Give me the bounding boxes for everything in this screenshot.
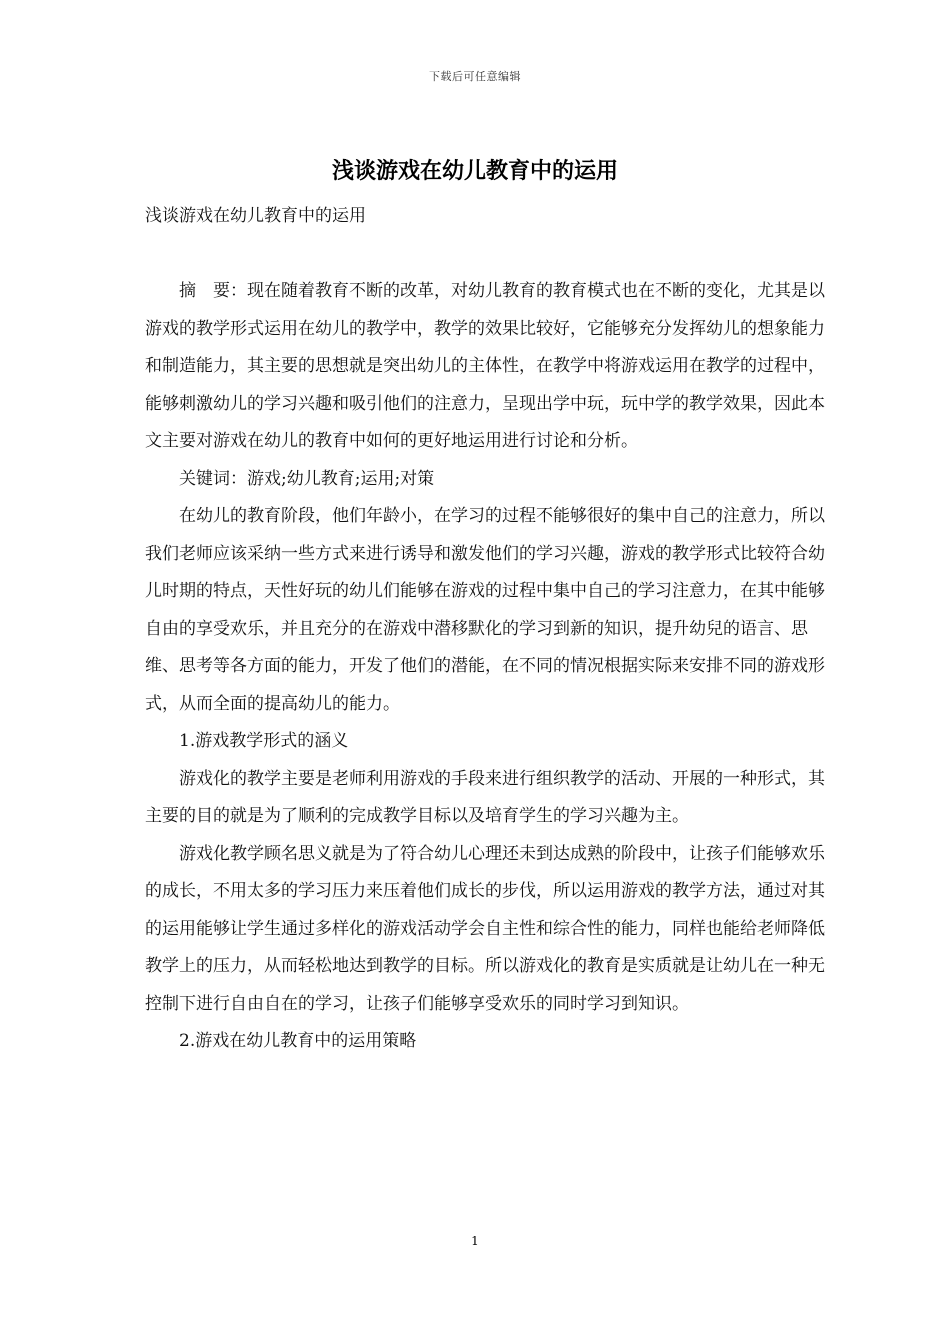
section-1-heading: 1.游戏教学形式的涵义 <box>179 731 349 751</box>
header-note: 下载后可任意编辑 <box>429 70 521 83</box>
document-body <box>145 198 825 1061</box>
keywords-line: 关键词：游戏;幼儿教育;运用;对策 <box>179 468 435 489</box>
abstract-paragraph: 摘 要：现在随着教育不断的改革，对幼儿教育的教育模式也在不断的变化，尤其是以游戏的教学形式运用在幼儿的教学中，教学的效果比较好，它能够充分发挥幼儿的想象能力和制造能力，其主要的思想就是突出幼儿的主体性，在教学中将游戏运用在教学的过程中，能够刺激幼儿的学习兴趣和吸引他们的注意力，呈现出学中玩，玩中学的教学效果，因此本文主要对游戏在幼儿的教育中如何的更好地运用进行讨论和分析。 <box>145 281 825 451</box>
intro-paragraph: 在幼儿的教育阶段，他们年龄小，在学习的过程不能够很好的集中自己的注意力，所以我们老师应该采纳一些方式来进行诱导和激发他们的学习兴趣，游戏的教学形式比较符合幼儿时期的特点，天性好玩的幼儿们能够在游戏的过程中集中自己的学习注意力，在其中能够自由的享受欢乐，并且充分的在游戏中潜移默化的学习到新的知识，提升幼兒的语言、思维、思考等各方面的能力，开发了他们的潜能，在不同的情况根据实际来安排不同的游戏形式，从而全面的提高幼儿的能力。 <box>145 506 825 714</box>
document-subtitle: 浅谈游戏在幼儿教育中的运用 <box>145 206 366 226</box>
document-title: 浅谈游戏在幼儿教育中的运用 <box>331 158 618 184</box>
section-2-heading: 2.游戏在幼儿教育中的运用策略 <box>179 1031 417 1051</box>
section-1-paragraph-2: 游戏化教学顾名思义就是为了符合幼儿心理还未到达成熟的阶段中，让孩子们能够欢乐的成长，不用太多的学习压力来压着他们成长的步伐，所以运用游戏的教学方法，通过对其的运用能够让学生通过多样化的游戏活动学会自主性和综合性的能力，同样也能给老师降低教学上的压力，从而轻松地达到教学的目标。所以游戏化的教育是实质就是让幼儿在一种无控制下进行自由自在的学习，让孩子们能够享受欢乐的同时学习到知识。 <box>145 843 825 1014</box>
section-1-paragraph-1: 游戏化的教学主要是老师利用游戏的手段来进行组织教学的活动、开展的一种形式，其主要的目的就是为了顺利的完成教学目标以及培育学生的学习兴趣为主。 <box>145 768 825 826</box>
page-number: 1 <box>471 1234 479 1248</box>
